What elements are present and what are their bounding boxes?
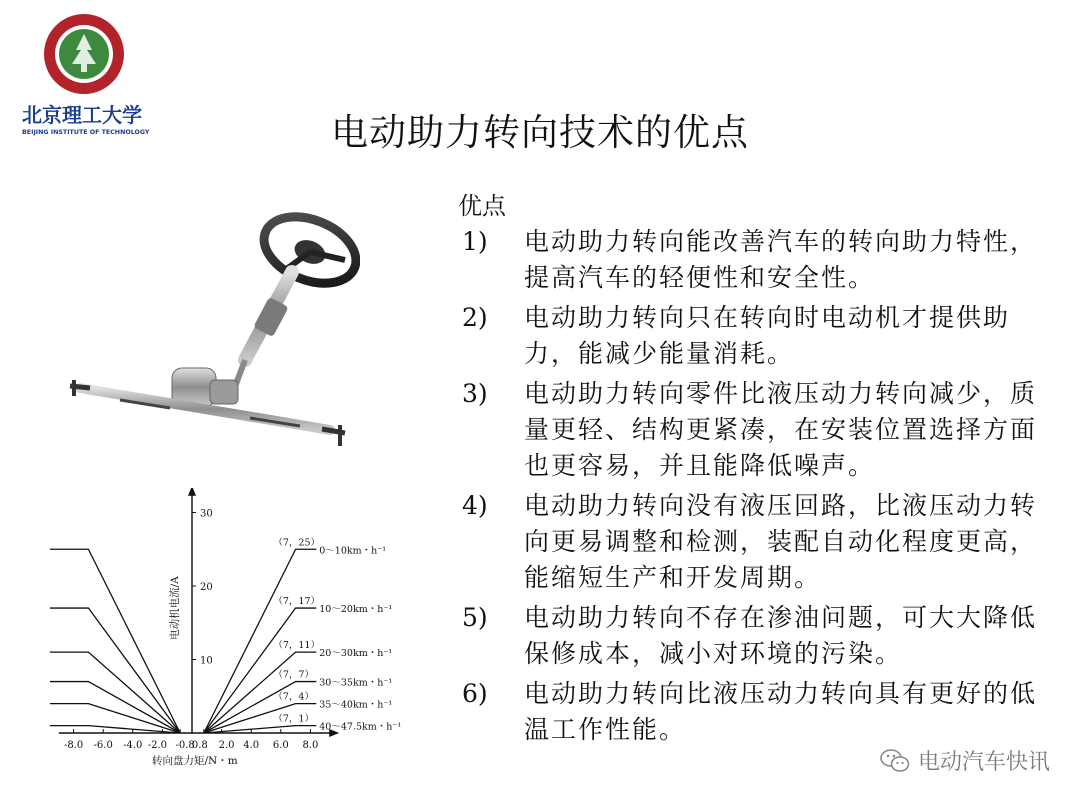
x-axis-label: 转向盘力矩/N・m: [152, 755, 238, 767]
x-tick-label: 8.0: [302, 740, 319, 751]
x-tick-label: 6.0: [272, 740, 289, 751]
y-axis-arrow: [188, 488, 196, 496]
series-line-negative: [50, 608, 180, 733]
slide-title: 电动助力转向技术的优点: [331, 111, 749, 154]
x-tick-label: 0.8: [191, 740, 208, 751]
x-tick-label: -4.0: [123, 740, 143, 751]
steering-system-illustration: [60, 200, 360, 460]
x-tick-label: -8.0: [63, 740, 84, 751]
x-tick-label: 2.0: [218, 740, 235, 751]
series-label: 35～40km・h⁻¹: [319, 699, 393, 711]
advantage-text: 电动助力转向只在转向时电动机才提供助力，能减少能量消耗。: [524, 303, 1011, 368]
advantage-text: 电动助力转向没有液压回路，比液压动力转向更易调整和检测，装配自动化程度更高，能缩短生产和开发周期。: [524, 491, 1038, 592]
advantage-text: 电动助力转向能改善汽车的转向助力特性，提高汽车的轻便性和安全性。: [524, 227, 1038, 292]
y-axis-label: 电动机电流/A: [169, 576, 181, 640]
series-point-label: （7，7）: [273, 669, 314, 681]
advantage-item: [458, 676, 1058, 748]
advantage-number: 2): [462, 303, 488, 332]
x-tick-label: 4.0: [243, 740, 260, 751]
watermark: [880, 745, 1050, 776]
advantage-text: 电动助力转向零件比液压动力转向减少，质量更轻、结构更紧凑，在安装位置选择方面也更容易，并且能降低噪声。: [524, 379, 1038, 480]
assist-characteristic-chart: [40, 488, 430, 778]
advantage-item: [458, 224, 1058, 296]
logo-name-cn: 北京理工大学: [22, 103, 142, 127]
x-tick-label: -0.8: [175, 740, 195, 751]
advantage-text: 电动助力转向不存在渗油问题，可大大降低保修成本，减小对环境的污染。: [524, 603, 1038, 668]
series-label: 20～30km・h⁻¹: [319, 648, 393, 660]
x-tick-label: -6.0: [93, 740, 113, 751]
advantage-item: [458, 488, 1058, 596]
series-point-label: （7，1）: [273, 713, 314, 725]
advantages-section: [458, 190, 1058, 752]
series-line-positive: [204, 726, 316, 733]
x-tick-label: -2.0: [147, 740, 168, 751]
advantage-number: 6): [462, 679, 488, 708]
logo-name-en: BEIJING INSTITUTE OF TECHNOLOGY: [22, 129, 150, 136]
series-point-label: （7，25）: [273, 537, 321, 549]
series-point-label: （7，17）: [273, 596, 321, 608]
series-label: 0～10km・h⁻¹: [319, 545, 387, 557]
wechat-icon: [880, 748, 910, 774]
series-point-label: （7，4）: [273, 691, 314, 703]
advantage-number: 3): [462, 379, 488, 408]
advantage-number: 5): [462, 603, 488, 632]
advantage-number: 4): [462, 491, 488, 520]
advantages-heading: 优点: [458, 192, 506, 220]
watermark-text: 电动汽车快讯: [917, 750, 1050, 775]
advantage-text: 电动助力转向比液压动力转向具有更好的低温工作性能。: [524, 679, 1038, 744]
series-point-label: （7，11）: [273, 640, 321, 652]
series-label: 40～47.5km・h⁻¹: [319, 721, 402, 733]
advantage-item: [458, 376, 1058, 484]
series-label: 10～20km・h⁻¹: [319, 604, 393, 616]
advantage-number: 1): [462, 227, 488, 256]
chart-svg: [40, 488, 430, 778]
y-tick-label: 30: [200, 508, 213, 520]
series-line-negative: [50, 704, 180, 733]
steering-system-icon: [60, 200, 360, 460]
y-tick-label: 20: [200, 582, 213, 593]
series-label: 30～35km・h⁻¹: [319, 677, 393, 689]
advantage-item: [458, 300, 1058, 372]
y-tick-label: 10: [200, 655, 213, 667]
advantage-item: [458, 600, 1058, 672]
